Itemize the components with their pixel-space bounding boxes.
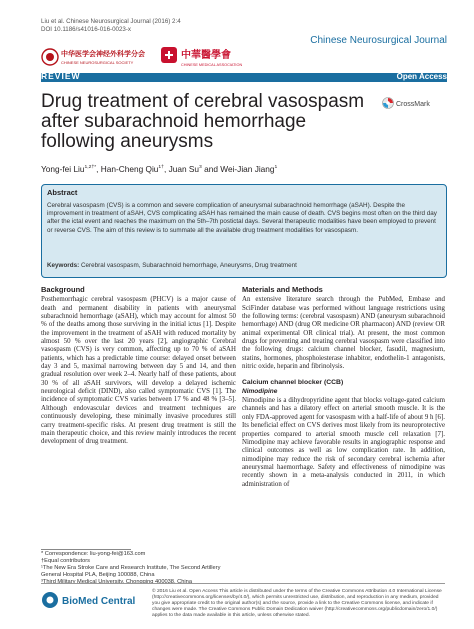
abstract-heading: Abstract <box>47 188 78 197</box>
background-heading: Background <box>41 285 85 294</box>
footer-rule <box>41 583 445 584</box>
footnotes <box>41 551 236 586</box>
author-2[interactable]: Han-Cheng Qiu <box>100 164 159 174</box>
citation-line-1: Liu et al. Chinese Neurosurgical Journal (2016) 2:4 <box>41 18 181 25</box>
keywords <box>47 262 442 269</box>
crossmark-badge[interactable] <box>382 96 442 110</box>
section-bar <box>41 73 447 82</box>
footnote-rule <box>41 549 131 550</box>
cma-emblem-icon <box>160 45 254 69</box>
author-1[interactable]: Yong-fei Liu <box>41 164 85 174</box>
citation-doi[interactable]: DOI 10.1186/s41016-016-0023-x <box>41 26 132 33</box>
ccb-heading: Calcium channel blocker (CCB) <box>242 379 344 387</box>
author-3[interactable]: Juan Su <box>168 164 200 174</box>
author-3-affiliation: 3 <box>199 164 202 171</box>
author-4-affiliation: 1 <box>274 164 278 171</box>
background-text: Posthemorrhagic cerebral vasospasm (PHCV) is a major cause of death and permanent disability in patients with aneurysmal subarachnoid hemorrhage (aSAH), which may account for almost 50 % of the deaths among those surviving in the initial ictus [1]. Despite the improvement in the treatment of aSAH with reduced mortality by almost 50 % over the last 20 years [2], angiographic Cerebral vasospasm (CVS) is very common, affecting up to 70 % of aSAH patients, which has a predictable time course: delayed onset between day 3 and 5, maximal narrowing between day 5 and 14, and then gradual resolution over week 2–4. Nearly half of these patients, about 30 % of all aSAH survivors, will develop a delayed ischemic neurological deficit (DIND), also called symptomatic CVS [1]. The incidence of symptomatic CVS varies between 17 % and 48 % [3–5]. Although endovascular devices and treatment techniques are continuously developing, these minimally invasive procedures still carry treatment-specific risks. At present drug treatment is still the main therapeutic choice, and this review mainly introduces the recent development of drug treatment. <box>41 296 236 446</box>
article-title: Drug treatment of cerebral vasospasm after subarachnoid hemorrhage following aneurysms <box>41 91 365 152</box>
citation <box>41 18 181 34</box>
license-text: © 2016 Liu et al. Open Access This article is distributed under the terms of the Creative Commons Attribution 4.0 International License (http://creativecommons.org/licenses/by/4.0/), which permits unrestricted use, distribution, and reproduction in any medium, provided you give appropriate credit to the original author(s) and the source, provide a link to the Creative Commons license, and indicate if changes were made. The Creative Commons Public Domain Dedication waiver (http://creativecommons.org/publicdomain/zero/1.0/) applies to the data made available in this article, unless otherwise stated. <box>152 589 442 619</box>
keywords-list: Cerebral vasospasm, Subarachnoid hemorrhage, Aneurysms, Drug treatment <box>80 262 297 269</box>
cns-logo-text: 中华医学会神经外科学分会 <box>61 50 145 58</box>
nimodipine-text: Nimodipine is a dihydropyridine agent that blocks voltage-gated calcium channels and has a dilatory effect on arterial smooth muscle. It is the only FDA-approved agent for vasospasm with a half-life of about 9 h [6]. Its beneficial effect on CVS derives most likely from its neuroprotective properties compared to arterial smooth muscle cell relaxation [7]. Nimodipine may achieve favorable results in angiographic response and clinical outcomes as well as low complication rate. In addition, nimodipine may reduce the risk of secondary cerebral ischemia after aneurysmal haemorrhage. Safety and effectiveness of nimodipine was recently shown in a meta-analysis conducted in 2011, in which administration of <box>242 397 445 488</box>
author-2-affiliation: 1† <box>158 164 164 171</box>
publisher-name: BioMed Central <box>62 596 136 607</box>
methods-text: An extensive literature search through the PubMed, Embase and SciFinder database was performed without language restrictions using the following terms: (cerebral vasospasm) AND (aneurysm subarachnoid hemorrhage) AND (drug OR medicine OR pharmacon) AND (review OR animal experimental OR clinical trial). At present, the most common drugs for preventing and treating cerebral vasospasm were classified into the following drugs: calcium channel blocker, fasudil, magnesium, statins, hormones, phosphoiesterase inhabitor, endothelin-1 antagonists, nitric oxide, heparin and fibrinolysis. <box>242 296 445 371</box>
biomed-central-logo[interactable] <box>41 590 146 610</box>
abstract-text: Cerebral vasospasm (CVS) is a common and severe complication of aneurysmal subarachnoid hemorrhage (aSAH). Despite the improvement in treatment of aSAH, CVS complicating aSAH has remained the main cause of death. CVS begins most often on the third day after the ictal event and reaches the maximum on the 5th–7th postictal days. Several therapeutic modalities have been employed to prevent or reverse CVS. The aim of this review is to summate all the available drug treatment modalities for vasospasm. <box>47 202 437 234</box>
crossmark-label: CrossMark <box>396 101 430 108</box>
keywords-label: Keywords: <box>47 262 80 269</box>
section-label: REVIEW <box>41 71 81 81</box>
author-1-affiliation: 1,2†* <box>84 164 97 171</box>
methods-heading: Materials and Methods <box>242 285 323 294</box>
equal-contrib-note: †Equal contributors <box>41 558 91 564</box>
author-list: Yong-fei Liu$^{1,2\dagger*}$, Han-Cheng Qiu$^{1\dagger}$, Juan Su$^3$ and Wei-Jian Jiang$^1$ <box>41 164 278 174</box>
crossmark-icon <box>382 96 442 110</box>
cma-logo-subtext: CHINESE MEDICAL ASSOCIATION <box>181 63 243 67</box>
journal-name: Chinese Neurosurgical Journal <box>310 35 447 46</box>
cns-logo-subtext: CHINESE NEUROSURGICAL SOCIETY <box>61 60 134 65</box>
left-column <box>41 286 236 447</box>
correspondence-note[interactable]: * Correspondence: liu-yong-fei@163.com <box>41 551 146 557</box>
affiliation-1: ¹The New Era Stroke Care and Research Institute, The Second Artillery General Hospital PLA, Beijing 100088, China <box>41 565 221 578</box>
cma-logo <box>160 45 254 69</box>
affiliation-3: ³Third Military Medical University, Chongqing 400038, China <box>41 579 192 585</box>
nimodipine-heading: Nimodipine <box>242 387 278 395</box>
right-column <box>242 286 445 489</box>
cns-logo <box>41 47 145 69</box>
biomed-central-icon <box>41 590 146 610</box>
cns-emblem-icon <box>41 47 145 69</box>
open-access-label: Open Access <box>396 72 447 81</box>
author-4[interactable]: Wei-Jian Jiang <box>220 164 275 174</box>
cma-logo-text: 中華醫學會 <box>181 50 231 61</box>
